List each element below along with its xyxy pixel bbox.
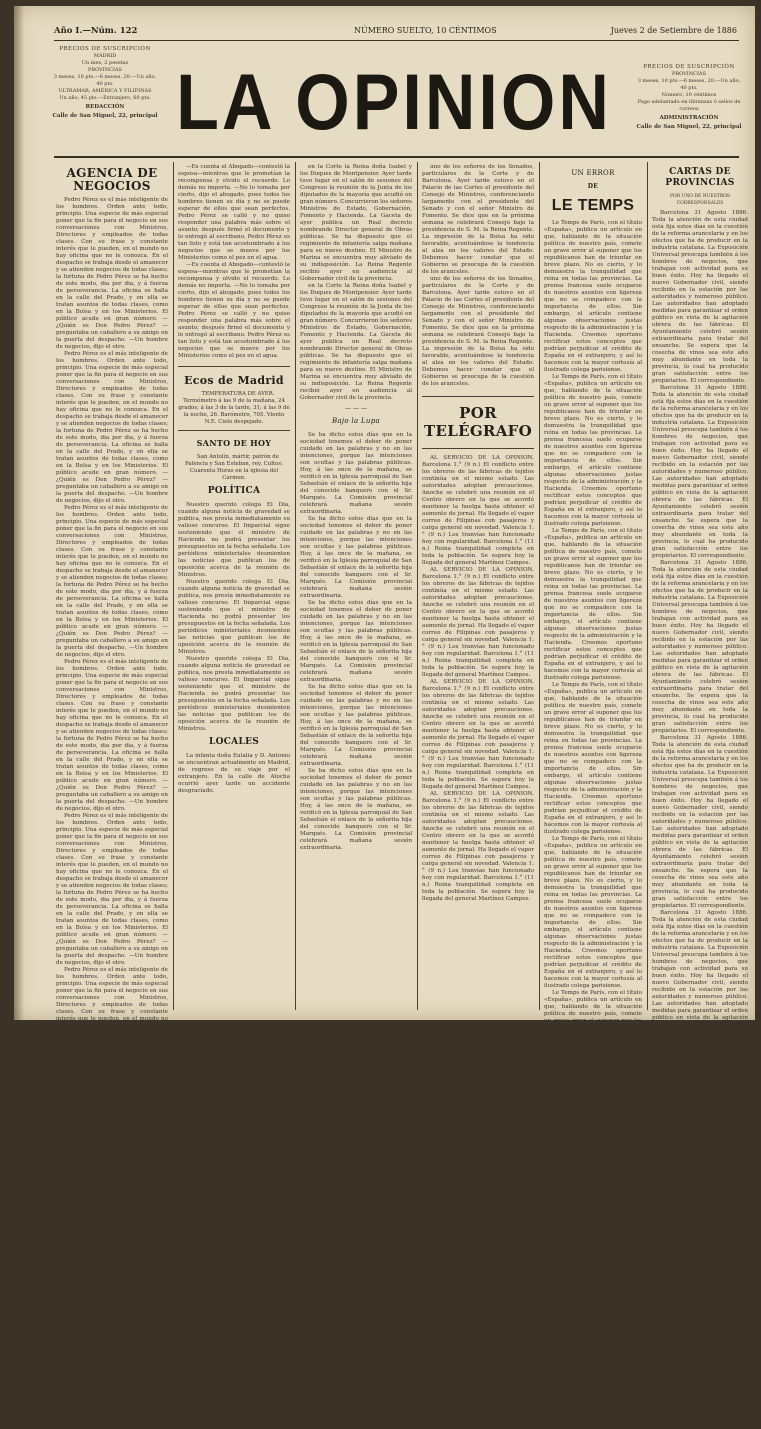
subscription-right-heading: PRECIOS DE SUSCRIPCIÓN xyxy=(643,64,735,70)
section-heading-ecos: Ecos de Madrid xyxy=(184,374,284,387)
article-text: Le Temps de París, con el título «España», publica un artículo en que, hablando de la situación política de nuestro país, comete un grave error al suponer que los republicanos han de triunfar en breve plazo. No es cierto, y lo demuestra la tranquilidad que reina en todas las provincias. La prensa francesa suele ocuparse de nuestros asuntos con ligereza que no se compadece con la importancia de ellos. Sin embargo, el artículo contiene algunas observaciones justas respecto de la administración y la Hacienda. Creemos oportuno rectificar estos conceptos que podrían perjudicar el crédito de España en el extranjero, y así lo hacemos con la mayor cortesía al ilustrado colega parisiense. xyxy=(544,682,642,835)
issue-number: Año I.—Núm. 122 xyxy=(54,26,138,36)
column-divider xyxy=(295,162,296,1010)
column-6 xyxy=(652,164,748,1259)
column-1 xyxy=(56,164,168,1428)
section-heading-locales: LOCALES xyxy=(208,737,260,747)
section-heading-error: UN ERROR xyxy=(571,169,615,177)
section-heading: AGENCIA DE NEGOCIOS xyxy=(66,166,158,193)
newspaper-page xyxy=(14,6,755,1428)
divider-ornament: — — — xyxy=(345,405,367,412)
subscription-left-line: ULTRAMAR, AMÉRICA Y FILIPINAS xyxy=(58,88,152,94)
column-5 xyxy=(544,164,642,1143)
subscription-right-line: Pago adelantado en libranzas ó sellos de correos xyxy=(637,99,741,112)
section-heading-telegrafo: POR TELÉGRAFO xyxy=(424,404,532,440)
column-divider xyxy=(647,162,648,1010)
page-fold-shadow xyxy=(14,6,24,1020)
article-text: Pedro Pérez es el más inteligente de los hombres. Orden ante todo, principio. Una especie de más especial poner que la fin para el negocio en sus conversaciones con Ministros, Directores y empleados de todas clases. Con su frase y constante interés que le pueden, en el mundo no hay oficina que no le conozca. En el despacho se trabaja desde el amanecer y se atienden negocios de todas clases; la fortuna de Pedro Pérez se ha hecho de este modo, dia por dia, y á fuerza de perseverancia. La oficina se halla en la calle del Prado, y en ella se tratan asuntos de todas clases, como en la Bolsa y en los Ministerios. El público acude en gran número. —¿Quién es Don Pedro Pérez? —preguntaba un caballero a su amigo en la puerta del despacho. —Un hombre de negocios, dijo el otro. xyxy=(56,351,168,504)
article-text: Pedro Pérez es el más inteligente de los hombres. Orden ante todo, principio. Una especie de más especial poner que la fin para el negocio en sus conversaciones con Ministros, Directores y empleados de todas clases. Con su frase y constante interés que le pueden, en el mundo no hay oficina que no le conozca. En el despacho se trabaja desde el amanecer y se atienden negocios de todas clases; la fortuna de Pedro Pérez se ha hecho de este modo, dia por dia, y á fuerza de perseverancia. La oficina se halla en la calle del Prado, y en ella se tratan asuntos de todas clases, como en la Bolsa y en los Ministerios. El público acude en gran número. —¿Quién es Don Pedro Pérez? —preguntaba un caballero a su amigo en la puerta del despacho. —Un hombre de negocios, dijo el otro. xyxy=(56,197,168,350)
issue-date: Jueves 2 de Setiembre de 1886 xyxy=(610,26,737,35)
article-text: Se ha dicho estos días que en la sociedad tenemos el deber de poner cuidado en las palabras y no en las intenciones, porque las intenciones son ocultas y las palabras públicas. Hoy, á las once de la mañana, se verificó en la Iglesia parroquial de San Sebastián el enlace de la señorita hija del conocido banquero con el Sr. Marqués. La Comisión provincial celebrará mañana sesión extraordinaria. xyxy=(300,432,412,515)
issue-price: NÚMERO SUELTO, 10 CÉNTIMOS xyxy=(354,26,497,35)
section-subheading-de: DE xyxy=(587,183,599,190)
article-text: Le Temps de París, con el título «España», publica un artículo en que, hablando de la situación política de nuestro país, comete un grave error al suponer que los republicanos han de triunfar en breve plazo. No es cierto, y lo demuestra la tranquilidad que reina en todas las provincias. La prensa francesa suele ocuparse de nuestros asuntos con ligereza que no se compadece con la importancia de ellos. Sin embargo, el artículo contiene algunas observaciones justas respecto de la administración y la Hacienda. Creemos oportuno rectificar estos conceptos que podrían perjudicar el crédito de España en el extranjero, y así lo hacemos con la mayor cortesía al ilustrado colega parisiense. xyxy=(544,836,642,989)
article-text: Barcelona 31 Agosto 1886. Toda la atención de esta ciudad está fija estos días en la cuestión de la reforma arancelaria y en los efectos que ha de producir en la industria catalana. La Exposición Universal preocupa también á los hombres de negocios, que trabajan con actividad para su buen éxito. Hoy ha llegado el nuevo Gobernador civil, siendo recibido en la estación por las autoridades y numeroso público. Las autoridades han adoptado medidas para garantizar el orden público en vista de la agitación obrera de las fábricas. El Ayuntamiento celebró sesión extraordinaria para tratar del ensanche. Se espera que la cosecha de vinos sea este año muy abundante en toda la provincia, lo cual ha producido gran satisfacción entre los propietarios. El correspondiente. xyxy=(652,735,748,909)
article-text: Barcelona 31 Agosto 1886. Toda la atención de esta ciudad está fija estos días en la cuestión de la reforma arancelaria y en los efectos que ha de producir en la industria catalana. La Exposición Universal preocupa también á los hombres de negocios, que trabajan con actividad para su buen éxito. Hoy ha llegado el nuevo Gobernador civil, siendo recibido en la estación por las autoridades y numeroso público. Las autoridades han adoptado medidas para garantizar el orden público en vista de la agitación obrera de las fábricas. El Ayuntamiento celebró sesión extraordinaria para tratar del ensanche. Se espera que la cosecha de vinos sea este año muy abundante en toda la provincia, lo cual ha producido gran satisfacción entre los propietarios. El correspondiente. xyxy=(652,210,748,384)
subscription-box-left xyxy=(50,46,160,120)
weather-text: TEMPERATURA DE AYER. Termómetro á las 9 de la mañana, 24 grados; á las 3 de la tarde, 31; á las 9 de la noche, 26. Barómetro, 705. Viento N.E. Cielo despejado. xyxy=(178,391,290,425)
column-2 xyxy=(178,164,290,1012)
subscription-left-admin: REDACCIÓN xyxy=(85,104,125,110)
article-text: Se ha dicho estos días que en la sociedad tenemos el deber de poner cuidado en las palabras y no en las intenciones, porque las intenciones son ocultas y las palabras públicas. Hoy, á las once de la mañana, se verificó en la Iglesia parroquial de San Sebastián el enlace de la señorita hija del conocido banquero con el Sr. Marqués. La Comisión provincial celebrará mañana sesión extraordinaria. xyxy=(300,516,412,599)
article-text: —Es cuenta el Abogado—contestó la esposa—mientras que le prometían la recompensa y olvido el recuerdo. Lo demás no importa. —No lo tomaba por cierto, dijo el abogado, pues todos los hombres tienen su día y no se puede esperar de ellos que sean perfectos. Pedro Pérez se calló y no quiso responder una palabra más sobre el asunto; después firmó el documento y lo entregó al escribano. Pedro Pérez es tan listo y está tan acostumbrado á los negocios que se mueve por los Ministerios como el pez en el agua. xyxy=(178,262,290,359)
newspaper-title: LA OPINION xyxy=(176,58,612,146)
article-text: Le Temps de París, con el título «España», publica un artículo en que, hablando de la situación política de nuestro país, comete un grave error al suponer que los republicanos han de triunfar en breve plazo. No es cierto, y lo demuestra la tranquilidad que reina en todas las provincias. La prensa francesa suele ocuparse de nuestros asuntos con ligereza que no se compadece con la importancia de ellos. Sin embargo, el artículo contiene algunas observaciones justas respecto de la administración y la Hacienda. Creemos oportuno rectificar estos conceptos que podrían perjudicar el crédito de España en el extranjero, y así lo hacemos con la mayor cortesía al ilustrado colega parisiense. xyxy=(544,374,642,527)
article-text: AL SERVICIO DE LA OPINION. Barcelona 1.° (9 n.) El conflicto entre los obreros de las fábricas de tejidos continúa en el mismo estado. Las autoridades adoptan precauciones. Anoche se celebró una reunión en el Centro obrero en la que se acordó mantener la huelga hasta obtener el aumento de jornal. Ha llegado el vapor correo de Filipinas con pasajeros y carga general sin novedad. Valencia 1.° (9 n.) Los tranvías han funcionado hoy con regularidad. Barcelona 1.° (11 n.) Reina tranquilidad completa en toda la población. Se espera hoy la llegada del general Martínez Campos. xyxy=(422,791,534,902)
subscription-left-line: Un año, 45 pts.—Extranjero, 60 pts. xyxy=(59,95,151,101)
article-text: uno de los señores de los Senados, particulares de la Corte y de Barcelona. Ayer tarde estuvo en el Palacio de las Cortes el presidente del Consejo de Ministros, conferenciando largamente con el presidente del Senado y con el señor Ministro de Fomento. Se dice que en la próxima semana se celebrará Consejo bajo la presidencia de S. M. la Reina Regente. La impresión de la Bolsa ha sido favorable, acentuándose la tendencia al alza en los valores del Estado. Debemos hacer constar que el Gobierno se preocupa de la cuestión de los aranceles. xyxy=(422,276,534,387)
column-divider xyxy=(173,162,174,1010)
section-heading-santo: SANTO DE HOY xyxy=(196,438,272,448)
article-text: en la Corte la Reina doña Isabel y los Duques de Montpensier. Ayer tarde tuvo lugar en el salón de sesiones del Congreso la reunión de la Junta de los diputados de la mayoría que acudió en gran número. Concurrieron los señores Ministros de Estado, Gobernación, Fomento y Hacienda. La Gaceta de ayer publica un Real decreto nombrando Director general de Obras públicas. Se ha dispuesto que el regimiento de infantería salga mañana para su nuevo destino. El Ministro de Marina se encuentra muy aliviado de su indisposición. La Reina Regente recibió ayer en audiencia al Gobernador civil de la provincia. xyxy=(300,283,412,401)
article-text: uno de los señores de los Senados, particulares de la Corte y de Barcelona. Ayer tarde estuvo en el Palacio de las Cortes el presidente del Consejo de Ministros, conferenciando largamente con el presidente del Senado y con el señor Ministro de Fomento. Se dice que en la próxima semana se celebrará Consejo bajo la presidencia de S. M. la Reina Regente. La impresión de la Bolsa ha sido favorable, acentuándose la tendencia al alza en los valores del Estado. Debemos hacer constar que el Gobierno se preocupa de la cuestión de los aranceles. xyxy=(422,164,534,275)
article-text: Le Temps de París, con el título «España», publica un artículo en que, hablando de la situación política de nuestro país, comete un grave error al suponer que los republicanos han de triunfar en breve plazo. No es cierto, y lo demuestra la tranquilidad que reina en todas las provincias. La prensa francesa suele ocuparse de nuestros asuntos con ligereza que no se compadece con la importancia de ellos. Sin embargo, el artículo contiene algunas observaciones justas respecto de la administración y la Hacienda. Creemos oportuno rectificar estos conceptos que podrían perjudicar el crédito de España en el extranjero, y así lo hacemos con la mayor cortesía al ilustrado colega parisiense. xyxy=(544,990,642,1143)
article-text: Pedro Pérez es el más inteligente de los hombres. Orden ante todo, principio. Una especie de más especial poner que la fin para el negocio en sus conversaciones con Ministros, Directores y empleados de todas clases. Con su frase y constante interés que le pueden, en el mundo no hay oficina que no le conozca. En el despacho se trabaja desde el amanecer y se atienden negocios de todas clases; la fortuna de Pedro Pérez se ha hecho de este modo, dia por dia, y á fuerza de perseverancia. La oficina se halla en la calle del Prado, y en ella se tratan asuntos de todas clases, como en la Bolsa y en los Ministerios. El público acude en gran número. —¿Quién es Don Pedro Pérez? —preguntaba un caballero a su amigo en la puerta del despacho. —Un hombre de negocios, dijo el otro. xyxy=(56,1275,168,1428)
subscription-right-address: Calle de San Miguel, 22, principal xyxy=(636,124,742,130)
subscription-left-heading: PRECIOS DE SUSCRIPCIÓN xyxy=(59,46,151,52)
subscription-right-line: 3 meses, 10 pts.—6 meses, 20.—Un año, 40 pts. xyxy=(637,78,741,91)
subscription-left-address: Calle de San Miguel, 22, principal xyxy=(52,113,158,119)
article-text: Se ha dicho estos días que en la sociedad tenemos el deber de poner cuidado en las palabras y no en las intenciones, porque las intenciones son ocultas y las palabras públicas. Hoy, á las once de la mañana, se verificó en la Iglesia parroquial de San Sebastián el enlace de la señorita hija del conocido banquero con el Sr. Marqués. La Comisión provincial celebrará mañana sesión extraordinaria. xyxy=(300,768,412,851)
article-text: AL SERVICIO DE LA OPINION. Barcelona 1.° (9 n.) El conflicto entre los obreros de las fábricas de tejidos continúa en el mismo estado. Las autoridades adoptan precauciones. Anoche se celebró una reunión en el Centro obrero en la que se acordó mantener la huelga hasta obtener el aumento de jornal. Ha llegado el vapor correo de Filipinas con pasajeros y carga general sin novedad. Valencia 1.° (9 n.) Los tranvías han funcionado hoy con regularidad. Barcelona 1.° (11 n.) Reina tranquilidad completa en toda la población. Se espera hoy la llegada del general Martínez Campos. xyxy=(422,679,534,790)
column-3 xyxy=(300,164,412,1012)
masthead-bottom-rule xyxy=(54,156,739,158)
article-text: Barcelona 31 Agosto 1886. Toda la atención de esta ciudad está fija estos días en la cuestión de la reforma arancelaria y en los efectos que ha de producir en la industria catalana. La Exposición Universal preocupa también á los hombres de negocios, que trabajan con actividad para su buen éxito. Hoy ha llegado el nuevo Gobernador civil, siendo recibido en la estación por las autoridades y numeroso público. Las autoridades han adoptado medidas para garantizar el orden público en vista de la agitación obrera de las fábricas. El Ayuntamiento celebró sesión extraordinaria para tratar del ensanche. Se espera que la cosecha de vinos sea este año muy abundante en toda la provincia, lo cual ha producido gran satisfacción entre los propietarios. El correspondiente. xyxy=(652,560,748,734)
column-4 xyxy=(422,164,534,1012)
subscription-left-line: Un mes, 2 pesetas xyxy=(81,60,129,66)
subscription-box-right xyxy=(634,64,744,131)
article-text: Pedro Pérez es el más inteligente de los hombres. Orden ante todo, principio. Una especie de más especial poner que la fin para el negocio en sus conversaciones con Ministros, Directores y empleados de todas clases. Con su frase y constante interés que le pueden, en el mundo no hay oficina que no le conozca. En el despacho se trabaja desde el amanecer y se atienden negocios de todas clases; la fortuna de Pedro Pérez se ha hecho de este modo, dia por dia, y á fuerza de perseverancia. La oficina se halla en la calle del Prado, y en ella se tratan asuntos de todas clases, como en la Bolsa y en los Ministerios. El público acude en gran número. —¿Quién es Don Pedro Pérez? —preguntaba un caballero a su amigo en la puerta del despacho. —Un hombre de negocios, dijo el otro. xyxy=(56,967,168,1120)
article-text: Nuestro querido colega El Dia, cuando alguna noticia de gravedad se publica, nos presta inmediatamente su valioso concurso. El Imparcial sigue sosteniendo que el ministro de Hacienda no podrá presentar los presupuestos en la fecha señalada. Los periódicos ministeriales desmienten las noticias que publican los de oposición acerca de la reunión de Ministros. xyxy=(178,579,290,655)
article-text: La infanta doña Eulalia y D. Antonio se encuentran actualmente en Madrid, de regreso de su viaje por el extranjero. En la calle de Atocha ocurrió ayer tarde un accidente desgraciado. xyxy=(178,753,290,794)
article-text: —Es cuenta el Abogado—contestó la esposa—mientras que le prometían la recompensa y olvido el recuerdo. Lo demás no importa. —No lo tomaba por cierto, dijo el abogado, pues todos los hombres tienen su día y no se puede esperar de ellos que sean perfectos. Pedro Pérez se calló y no quiso responder una palabra más sobre el asunto; después firmó el documento y lo entregó al escribano. Pedro Pérez es tan listo y está tan acostumbrado á los negocios que se mueve por los Ministerios como el pez en el agua. xyxy=(178,164,290,261)
article-text: Barcelona 31 Agosto 1886. Toda la atención de esta ciudad está fija estos días en la cuestión de la reforma arancelaria y en los efectos que ha de producir en la industria catalana. La Exposición Universal preocupa también á los hombres de negocios, que trabajan con actividad para su buen éxito. Hoy ha llegado el nuevo Gobernador civil, siendo recibido en la estación por las autoridades y numeroso público. Las autoridades han adoptado medidas para garantizar el orden público en vista de la agitación obrera de las fábricas. El Ayuntamiento celebró sesión extraordinaria para tratar del ensanche. Se espera que la cosecha de vinos sea este año muy abundante en toda la provincia, lo cual ha producido gran satisfacción entre los propietarios. El correspondiente. xyxy=(652,385,748,559)
article-text: Barcelona 31 Agosto 1886. Toda la atención de esta ciudad está fija estos días en la cuestión de la reforma arancelaria y en los efectos que ha de producir en la industria catalana. La Exposición Universal preocupa también á los hombres de negocios, que trabajan con actividad para su buen éxito. Hoy ha llegado el nuevo Gobernador civil, siendo recibido en la estación por las autoridades y numeroso público. Las autoridades han adoptado medidas para garantizar el orden público en vista de la agitación obrera de las fábricas. El Ayuntamiento celebró sesión extraordinaria para tratar del ensanche. Se espera que la cosecha de vinos sea este año muy abundante en toda la provincia, lo cual ha producido gran satisfacción entre los propietarios. El correspondiente. xyxy=(652,910,748,1084)
article-text: Pedro Pérez es el más inteligente de los hombres. Orden ante todo, principio. Una especie de más especial poner que la fin para el negocio en sus conversaciones con Ministros, Directores y empleados de todas clases. Con su frase y constante interés que le pueden, en el mundo no hay oficina que no le conozca. En el despacho se trabaja desde el amanecer y se atienden negocios de todas clases; la fortuna de Pedro Pérez se ha hecho de este modo, dia por dia, y á fuerza de perseverancia. La oficina se halla en la calle del Prado, y en ella se tratan asuntos de todas clases, como en la Bolsa y en los Ministerios. El público acude en gran número. —¿Quién es Don Pedro Pérez? —preguntaba un caballero a su amigo en la puerta del despacho. —Un hombre de negocios, dijo el otro. xyxy=(56,505,168,658)
section-heading-cartas: CARTAS DE PROVINCIAS xyxy=(665,167,735,188)
column-divider xyxy=(539,162,540,1010)
article-text: AL SERVICIO DE LA OPINION. Barcelona 1.° (9 n.) El conflicto entre los obreros de las fábricas de tejidos continúa en el mismo estado. Las autoridades adoptan precauciones. Anoche se celebró una reunión en el Centro obrero en la que se acordó mantener la huelga hasta obtener el aumento de jornal. Ha llegado el vapor correo de Filipinas con pasajeros y carga general sin novedad. Valencia 1.° (9 n.) Los tranvías han funcionado hoy con regularidad. Barcelona 1.° (11 n.) Reina tranquilidad completa en toda la población. Se espera hoy la llegada del general Martínez Campos. xyxy=(422,455,534,566)
masthead-info-line xyxy=(54,26,737,40)
article-text: Nuestro querido colega El Dia, cuando alguna noticia de gravedad se publica, nos presta inmediatamente su valioso concurso. El Imparcial sigue sosteniendo que el ministro de Hacienda no podrá presentar los presupuestos en la fecha señalada. Los periódicos ministeriales desmienten las noticias que publican los de oposición acerca de la reunión de Ministros. xyxy=(178,502,290,578)
section-subheading-corresponsal: POR UNO DE NUESTROS CORRESPONSALES xyxy=(670,194,730,206)
subscription-right-line: Número, 10 céntimos xyxy=(661,92,717,98)
subscription-left-line: 3 meses, 10 pts.—6 meses, 20.—Un año, 40 pts. xyxy=(53,74,157,87)
article-text: Se ha dicho estos días que en la sociedad tenemos el deber de poner cuidado en las palabras y no en las intenciones, porque las intenciones son ocultas y las palabras públicas. Hoy, á las once de la mañana, se verificó en la Iglesia parroquial de San Sebastián el enlace de la señorita hija del conocido banquero con el Sr. Marqués. La Comisión provincial celebrará mañana sesión extraordinaria. xyxy=(300,684,412,767)
subscription-right-line: PROVINCIAS xyxy=(672,71,706,77)
section-heading-lupa: Bajo la Lupa xyxy=(332,417,380,425)
subscription-right-admin: ADMINISTRACIÓN xyxy=(659,115,719,121)
masthead-top-rule xyxy=(54,40,739,41)
article-text: Pedro Pérez es el más inteligente de los hombres. Orden ante todo, principio. Una especie de más especial poner que la fin para el negocio en sus conversaciones con Ministros, Directores y empleados de todas clases. Con su frase y constante interés que le pueden, en el mundo no hay oficina que no le conozca. En el despacho se trabaja desde el amanecer y se atienden negocios de todas clases; la fortuna de Pedro Pérez se ha hecho de este modo, dia por dia, y á fuerza de perseverancia. La oficina se halla en la calle del Prado, y en ella se tratan asuntos de todas clases, como en la Bolsa y en los Ministerios. El público acude en gran número. —¿Quién es Don Pedro Pérez? —preguntaba un caballero a su amigo en la puerta del despacho. —Un hombre de negocios, dijo el otro. xyxy=(56,659,168,812)
santo-text: San Antolín, mártir, patrón de Palencia y San Esteban, rey. Cultos: Cuarenta Horas en la iglesia del Carmen. xyxy=(185,454,283,481)
article-text: Nuestro querido colega El Dia, cuando alguna noticia de gravedad se publica, nos presta inmediatamente su valioso concurso. El Imparcial sigue sosteniendo que el ministro de Hacienda no podrá presentar los presupuestos en la fecha señalada. Los periódicos ministeriales desmienten las noticias que publican los de oposición acerca de la reunión de Ministros. xyxy=(178,656,290,732)
article-text: en la Corte la Reina doña Isabel y los Duques de Montpensier. Ayer tarde tuvo lugar en el salón de sesiones del Congreso la reunión de la Junta de los diputados de la mayoría que acudió en gran número. Concurrieron los señores Ministros de Estado, Gobernación, Fomento y Hacienda. La Gaceta de ayer publica un Real decreto nombrando Director general de Obras públicas. Se ha dispuesto que el regimiento de infantería salga mañana para su nuevo destino. El Ministro de Marina se encuentra muy aliviado de su indisposición. La Reina Regente recibió ayer en audiencia al Gobernador civil de la provincia. xyxy=(300,164,412,282)
article-text: Barcelona 31 Agosto 1886. Toda la atención de esta ciudad está fija estos días en la cuestión de la reforma arancelaria y en los efectos que ha de producir en la industria catalana. La Exposición Universal preocupa también á los hombres de negocios, que trabajan con actividad para su buen éxito. Hoy ha llegado el nuevo Gobernador civil, siendo recibido en la estación por las autoridades y numeroso público. Las autoridades han adoptado medidas para garantizar el orden público en vista de la agitación obrera de las fábricas. El Ayuntamiento celebró sesión extraordinaria para tratar del ensanche. Se espera que la cosecha de vinos sea este año muy abundante en toda la provincia, lo cual ha producido gran satisfacción entre los propietarios. El correspondiente. xyxy=(652,1085,748,1259)
article-text: Pedro Pérez es el más inteligente de los hombres. Orden ante todo, principio. Una especie de más especial poner que la fin para el negocio en sus conversaciones con Ministros, Directores y empleados de todas clases. Con su frase y constante interés que le pueden, en el mundo no hay oficina que no le conozca. En el despacho se trabaja desde el amanecer y se atienden negocios de todas clases; la fortuna de Pedro Pérez se ha hecho de este modo, dia por dia, y á fuerza de perseverancia. La oficina se halla en la calle del Prado, y en ella se tratan asuntos de todas clases, como en la Bolsa y en los Ministerios. El público acude en gran número. —¿Quién es Don Pedro Pérez? —preguntaba un caballero a su amigo en la puerta del despacho. —Un hombre de negocios, dijo el otro. xyxy=(56,1121,168,1274)
article-text: Pedro Pérez es el más inteligente de los hombres. Orden ante todo, principio. Una especie de más especial poner que la fin para el negocio en sus conversaciones con Ministros, Directores y empleados de todas clases. Con su frase y constante interés que le pueden, en el mundo no hay oficina que no le conozca. En el despacho se trabaja desde el amanecer y se atienden negocios de todas clases; la fortuna de Pedro Pérez se ha hecho de este modo, dia por dia, y á fuerza de perseverancia. La oficina se halla en la calle del Prado, y en ella se tratan asuntos de todas clases, como en la Bolsa y en los Ministerios. El público acude en gran número. —¿Quién es Don Pedro Pérez? —preguntaba un caballero a su amigo en la puerta del despacho. —Un hombre de negocios, dijo el otro. xyxy=(56,813,168,966)
article-text: Le Temps de París, con el título «España», publica un artículo en que, hablando de la situación política de nuestro país, comete un grave error al suponer que los republicanos han de triunfar en breve plazo. No es cierto, y lo demuestra la tranquilidad que reina en todas las provincias. La prensa francesa suele ocuparse de nuestros asuntos con ligereza que no se compadece con la importancia de ellos. Sin embargo, el artículo contiene algunas observaciones justas respecto de la administración y la Hacienda. Creemos oportuno rectificar estos conceptos que podrían perjudicar el crédito de España en el extranjero, y así lo hacemos con la mayor cortesía al ilustrado colega parisiense. xyxy=(544,220,642,373)
section-heading-politica: POLÍTICA xyxy=(207,486,261,496)
article-text: AL SERVICIO DE LA OPINION. Barcelona 1.° (9 n.) El conflicto entre los obreros de las fábricas de tejidos continúa en el mismo estado. Las autoridades adoptan precauciones. Anoche se celebró una reunión en el Centro obrero en la que se acordó mantener la huelga hasta obtener el aumento de jornal. Ha llegado el vapor correo de Filipinas con pasajeros y carga general sin novedad. Valencia 1.° (9 n.) Los tranvías han funcionado hoy con regularidad. Barcelona 1.° (11 n.) Reina tranquilidad completa en toda la población. Se espera hoy la llegada del general Martínez Campos. xyxy=(422,567,534,678)
section-heading-le-temps: LE TEMPS xyxy=(551,197,635,214)
subscription-left-line: MADRID xyxy=(93,53,117,59)
article-text: Se ha dicho estos días que en la sociedad tenemos el deber de poner cuidado en las palabras y no en las intenciones, porque las intenciones son ocultas y las palabras públicas. Hoy, á las once de la mañana, se verificó en la Iglesia parroquial de San Sebastián el enlace de la señorita hija del conocido banquero con el Sr. Marqués. La Comisión provincial celebrará mañana sesión extraordinaria. xyxy=(300,600,412,683)
column-divider xyxy=(417,162,418,1010)
article-text: Le Temps de París, con el título «España», publica un artículo en que, hablando de la situación política de nuestro país, comete un grave error al suponer que los republicanos han de triunfar en breve plazo. No es cierto, y lo demuestra la tranquilidad que reina en todas las provincias. La prensa francesa suele ocuparse de nuestros asuntos con ligereza que no se compadece con la importancia de ellos. Sin embargo, el artículo contiene algunas observaciones justas respecto de la administración y la Hacienda. Creemos oportuno rectificar estos conceptos que podrían perjudicar el crédito de España en el extranjero, y así lo hacemos con la mayor cortesía al ilustrado colega parisiense. xyxy=(544,528,642,681)
subscription-left-line: PROVINCIAS xyxy=(88,67,122,73)
